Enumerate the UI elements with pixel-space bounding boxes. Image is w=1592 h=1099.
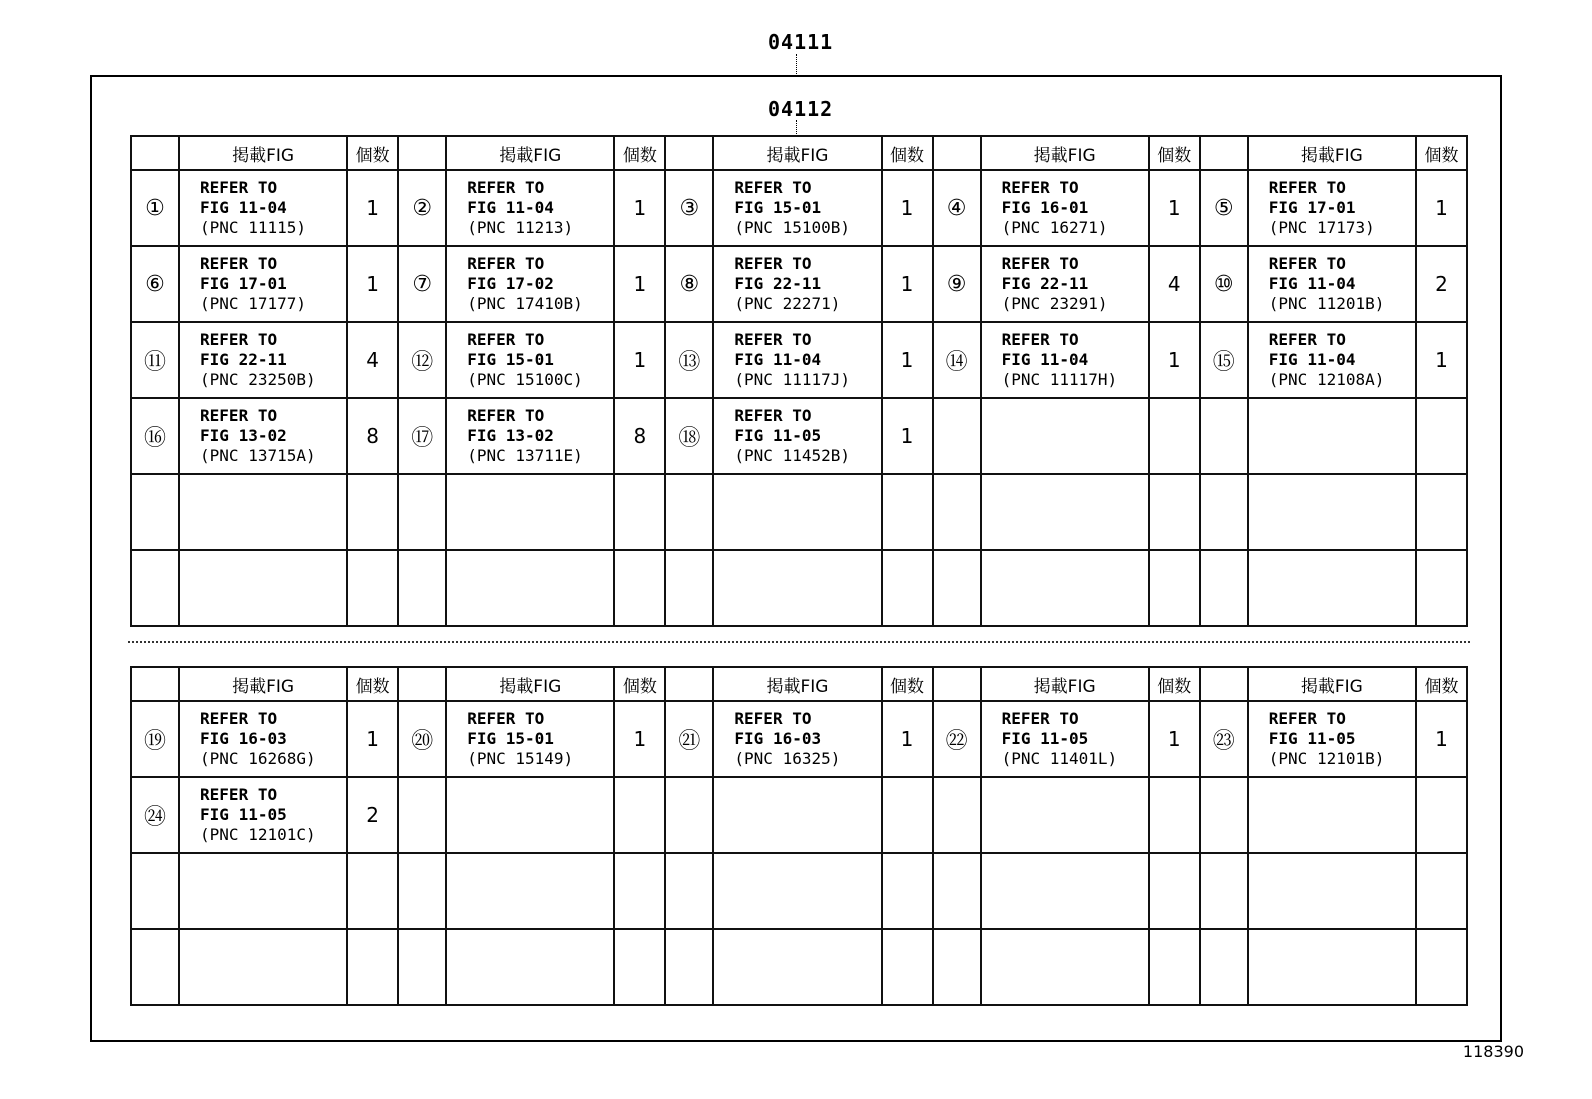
fig-reference bbox=[1248, 701, 1416, 777]
fig-number: FIG 11-05 bbox=[734, 426, 822, 445]
fig-reference bbox=[179, 246, 347, 322]
item-number: ⑮ bbox=[1200, 322, 1248, 398]
refer-to-text: REFER TO bbox=[467, 254, 545, 273]
quantity bbox=[347, 929, 398, 1005]
item-number: ⑱ bbox=[665, 398, 713, 474]
inner-label: 04112 bbox=[768, 97, 834, 121]
refer-to-text: REFER TO bbox=[467, 330, 545, 349]
fig-number: FIG 17-02 bbox=[467, 274, 554, 293]
fig-reference bbox=[981, 929, 1149, 1005]
fig-number: FIG 17-01 bbox=[200, 274, 287, 293]
item-number: ㉔ bbox=[131, 777, 179, 853]
quantity bbox=[882, 853, 933, 929]
table-row bbox=[131, 246, 1467, 322]
pnc-code: (PNC 16325) bbox=[734, 749, 841, 768]
pnc-code: (PNC 13715A) bbox=[200, 446, 316, 465]
item-number bbox=[933, 853, 981, 929]
quantity bbox=[614, 550, 665, 626]
item-number: ⑳ bbox=[398, 701, 446, 777]
fig-reference bbox=[713, 322, 881, 398]
quantity bbox=[1416, 550, 1467, 626]
pnc-code: (PNC 11401L) bbox=[1001, 749, 1118, 768]
quantity: 8 bbox=[347, 398, 398, 474]
item-number bbox=[1200, 474, 1248, 550]
item-number bbox=[1200, 398, 1248, 474]
fig-number: FIG 11-04 bbox=[200, 198, 287, 217]
fig-number: FIG 16-01 bbox=[1001, 198, 1089, 217]
refer-to-text: REFER TO bbox=[1001, 330, 1079, 349]
fig-reference bbox=[446, 322, 614, 398]
fig-reference bbox=[179, 853, 347, 929]
fig-reference bbox=[446, 701, 614, 777]
pnc-code: (PNC 12101B) bbox=[1268, 749, 1385, 768]
quantity: 1 bbox=[882, 170, 933, 246]
item-number bbox=[665, 777, 713, 853]
fig-number: FIG 11-04 bbox=[734, 350, 822, 369]
fig-number: FIG 11-04 bbox=[1268, 350, 1356, 369]
header-qty: 個数 bbox=[882, 136, 933, 170]
header-fig: 掲載FIG bbox=[446, 136, 614, 170]
item-number bbox=[933, 398, 981, 474]
illustration-code: 118390 bbox=[1462, 1042, 1524, 1061]
item-number: ㉒ bbox=[933, 701, 981, 777]
refer-to-text: REFER TO bbox=[734, 178, 812, 197]
refer-to-text: REFER TO bbox=[467, 178, 545, 197]
header-qty: 個数 bbox=[882, 667, 933, 701]
quantity: 1 bbox=[882, 246, 933, 322]
item-number: ⑪ bbox=[131, 322, 179, 398]
fig-number: FIG 22-11 bbox=[734, 274, 822, 293]
item-number bbox=[131, 853, 179, 929]
fig-number: FIG 11-05 bbox=[1001, 729, 1089, 748]
fig-reference bbox=[981, 398, 1149, 474]
table-row bbox=[131, 398, 1467, 474]
fig-reference bbox=[446, 929, 614, 1005]
item-number: ⑤ bbox=[1200, 170, 1248, 246]
quantity: 1 bbox=[1416, 322, 1467, 398]
quantity bbox=[347, 474, 398, 550]
item-number bbox=[933, 474, 981, 550]
table-row bbox=[131, 322, 1467, 398]
item-number: ② bbox=[398, 170, 446, 246]
quantity bbox=[882, 550, 933, 626]
fig-reference bbox=[446, 474, 614, 550]
quantity bbox=[1149, 550, 1200, 626]
fig-reference bbox=[1248, 322, 1416, 398]
header-fig: 掲載FIG bbox=[446, 667, 614, 701]
fig-reference bbox=[713, 170, 881, 246]
quantity bbox=[882, 929, 933, 1005]
header-qty: 個数 bbox=[1416, 667, 1467, 701]
quantity bbox=[347, 853, 398, 929]
item-number: ③ bbox=[665, 170, 713, 246]
header-qty: 個数 bbox=[614, 667, 665, 701]
item-number: ① bbox=[131, 170, 179, 246]
fig-reference bbox=[179, 322, 347, 398]
quantity: 2 bbox=[1416, 246, 1467, 322]
fig-reference bbox=[446, 398, 614, 474]
fig-reference bbox=[1248, 929, 1416, 1005]
header-number bbox=[131, 136, 179, 170]
header-qty: 個数 bbox=[614, 136, 665, 170]
fig-reference bbox=[713, 853, 881, 929]
refer-to-text: REFER TO bbox=[200, 406, 278, 425]
item-number bbox=[665, 853, 713, 929]
pnc-code: (PNC 15100C) bbox=[467, 370, 583, 389]
outer-leader-line bbox=[796, 54, 797, 76]
fig-reference bbox=[179, 550, 347, 626]
quantity: 1 bbox=[1149, 322, 1200, 398]
table-row bbox=[131, 170, 1467, 246]
header-number bbox=[1200, 136, 1248, 170]
item-number bbox=[933, 550, 981, 626]
quantity bbox=[882, 777, 933, 853]
fig-number: FIG 13-02 bbox=[467, 426, 554, 445]
quantity bbox=[614, 929, 665, 1005]
pnc-code: (PNC 11117J) bbox=[734, 370, 850, 389]
item-number bbox=[398, 777, 446, 853]
header-fig: 掲載FIG bbox=[981, 136, 1149, 170]
pnc-code: (PNC 23291) bbox=[1001, 294, 1108, 313]
fig-reference bbox=[1248, 398, 1416, 474]
fig-reference bbox=[981, 170, 1149, 246]
pnc-code: (PNC 17410B) bbox=[467, 294, 583, 313]
item-number: ⑰ bbox=[398, 398, 446, 474]
quantity: 1 bbox=[614, 322, 665, 398]
quantity: 1 bbox=[347, 701, 398, 777]
fig-reference bbox=[713, 701, 881, 777]
header-fig: 掲載FIG bbox=[179, 136, 347, 170]
table-header-row bbox=[131, 136, 1467, 170]
header-fig: 掲載FIG bbox=[179, 667, 347, 701]
fig-reference bbox=[713, 929, 881, 1005]
quantity bbox=[614, 474, 665, 550]
fig-reference bbox=[446, 777, 614, 853]
refer-to-text: REFER TO bbox=[1268, 254, 1346, 273]
item-number: ⑯ bbox=[131, 398, 179, 474]
refer-to-text: REFER TO bbox=[734, 254, 812, 273]
item-number bbox=[398, 474, 446, 550]
quantity: 1 bbox=[347, 170, 398, 246]
pnc-code: (PNC 11117H) bbox=[1001, 370, 1118, 389]
quantity bbox=[347, 550, 398, 626]
item-number: ⑦ bbox=[398, 246, 446, 322]
header-fig: 掲載FIG bbox=[1248, 667, 1416, 701]
fig-reference bbox=[713, 474, 881, 550]
fig-reference bbox=[1248, 550, 1416, 626]
pnc-code: (PNC 16268G) bbox=[200, 749, 316, 768]
refer-to-text: REFER TO bbox=[467, 406, 545, 425]
fig-reference bbox=[179, 170, 347, 246]
quantity bbox=[614, 853, 665, 929]
fig-reference bbox=[1248, 474, 1416, 550]
refer-to-text: REFER TO bbox=[200, 709, 278, 728]
table-row bbox=[131, 550, 1467, 626]
reference-table-1 bbox=[130, 135, 1468, 627]
quantity: 1 bbox=[882, 701, 933, 777]
fig-number: FIG 17-01 bbox=[1268, 198, 1356, 217]
item-number bbox=[665, 474, 713, 550]
quantity: 1 bbox=[347, 246, 398, 322]
header-number bbox=[665, 136, 713, 170]
item-number bbox=[933, 929, 981, 1005]
item-number bbox=[665, 550, 713, 626]
item-number bbox=[398, 550, 446, 626]
refer-to-text: REFER TO bbox=[1268, 330, 1346, 349]
fig-reference bbox=[713, 550, 881, 626]
refer-to-text: REFER TO bbox=[467, 709, 545, 728]
quantity bbox=[882, 474, 933, 550]
table-row bbox=[131, 853, 1467, 929]
header-fig: 掲載FIG bbox=[981, 667, 1149, 701]
pnc-code: (PNC 17173) bbox=[1268, 218, 1375, 237]
fig-number: FIG 16-03 bbox=[734, 729, 822, 748]
fig-reference bbox=[179, 701, 347, 777]
fig-number: FIG 11-05 bbox=[1268, 729, 1356, 748]
quantity: 1 bbox=[1149, 701, 1200, 777]
inner-leader-line bbox=[796, 120, 797, 136]
quantity: 1 bbox=[1416, 701, 1467, 777]
refer-to-text: REFER TO bbox=[1001, 178, 1079, 197]
table-row bbox=[131, 701, 1467, 777]
header-qty: 個数 bbox=[347, 136, 398, 170]
item-number bbox=[665, 929, 713, 1005]
quantity: 2 bbox=[347, 777, 398, 853]
table-header-row bbox=[131, 667, 1467, 701]
refer-to-text: REFER TO bbox=[734, 406, 812, 425]
quantity bbox=[1416, 929, 1467, 1005]
item-number: ⑬ bbox=[665, 322, 713, 398]
item-number bbox=[933, 777, 981, 853]
fig-reference bbox=[179, 474, 347, 550]
fig-reference bbox=[1248, 853, 1416, 929]
item-number: ⑨ bbox=[933, 246, 981, 322]
section-divider bbox=[128, 641, 1470, 643]
item-number bbox=[1200, 550, 1248, 626]
refer-to-text: REFER TO bbox=[734, 709, 812, 728]
item-number bbox=[1200, 853, 1248, 929]
quantity bbox=[1416, 398, 1467, 474]
fig-reference bbox=[713, 777, 881, 853]
item-number: ㉑ bbox=[665, 701, 713, 777]
fig-reference bbox=[981, 777, 1149, 853]
pnc-code: (PNC 16271) bbox=[1001, 218, 1108, 237]
fig-number: FIG 15-01 bbox=[734, 198, 822, 217]
quantity bbox=[1149, 777, 1200, 853]
quantity: 4 bbox=[347, 322, 398, 398]
fig-number: FIG 11-04 bbox=[1268, 274, 1356, 293]
reference-table-2 bbox=[130, 666, 1468, 1006]
item-number: ⑥ bbox=[131, 246, 179, 322]
fig-reference bbox=[1248, 246, 1416, 322]
header-number bbox=[398, 136, 446, 170]
item-number: ⑧ bbox=[665, 246, 713, 322]
item-number bbox=[398, 929, 446, 1005]
item-number: ④ bbox=[933, 170, 981, 246]
quantity bbox=[1416, 853, 1467, 929]
fig-reference bbox=[446, 170, 614, 246]
refer-to-text: REFER TO bbox=[1268, 709, 1346, 728]
header-number bbox=[933, 667, 981, 701]
fig-number: FIG 11-04 bbox=[467, 198, 554, 217]
fig-reference bbox=[446, 246, 614, 322]
item-number bbox=[1200, 777, 1248, 853]
header-qty: 個数 bbox=[1416, 136, 1467, 170]
pnc-code: (PNC 13711E) bbox=[467, 446, 583, 465]
header-qty: 個数 bbox=[1149, 667, 1200, 701]
item-number bbox=[398, 853, 446, 929]
pnc-code: (PNC 11115) bbox=[200, 218, 306, 237]
refer-to-text: REFER TO bbox=[1001, 254, 1079, 273]
refer-to-text: REFER TO bbox=[1268, 178, 1346, 197]
fig-reference bbox=[179, 929, 347, 1005]
refer-to-text: REFER TO bbox=[200, 178, 278, 197]
quantity: 1 bbox=[614, 701, 665, 777]
quantity bbox=[1149, 929, 1200, 1005]
pnc-code: (PNC 15100B) bbox=[734, 218, 850, 237]
quantity: 4 bbox=[1149, 246, 1200, 322]
table-row bbox=[131, 474, 1467, 550]
fig-number: FIG 13-02 bbox=[200, 426, 287, 445]
quantity: 1 bbox=[1149, 170, 1200, 246]
refer-to-text: REFER TO bbox=[734, 330, 812, 349]
fig-number: FIG 15-01 bbox=[467, 729, 554, 748]
quantity bbox=[614, 777, 665, 853]
item-number: ⑫ bbox=[398, 322, 446, 398]
header-qty: 個数 bbox=[347, 667, 398, 701]
fig-reference bbox=[981, 701, 1149, 777]
item-number bbox=[1200, 929, 1248, 1005]
fig-reference bbox=[981, 322, 1149, 398]
fig-reference bbox=[1248, 170, 1416, 246]
header-number bbox=[398, 667, 446, 701]
fig-number: FIG 11-05 bbox=[200, 805, 287, 824]
item-number bbox=[131, 550, 179, 626]
fig-number: FIG 16-03 bbox=[200, 729, 287, 748]
fig-reference bbox=[981, 474, 1149, 550]
item-number bbox=[131, 929, 179, 1005]
quantity bbox=[1149, 474, 1200, 550]
quantity: 1 bbox=[1416, 170, 1467, 246]
table-row bbox=[131, 777, 1467, 853]
pnc-code: (PNC 11213) bbox=[467, 218, 574, 237]
fig-reference bbox=[1248, 777, 1416, 853]
item-number: ⑩ bbox=[1200, 246, 1248, 322]
pnc-code: (PNC 15149) bbox=[467, 749, 574, 768]
fig-number: FIG 15-01 bbox=[467, 350, 554, 369]
refer-to-text: REFER TO bbox=[200, 785, 278, 804]
quantity bbox=[1149, 398, 1200, 474]
fig-reference bbox=[981, 853, 1149, 929]
header-number bbox=[1200, 667, 1248, 701]
fig-reference bbox=[713, 398, 881, 474]
header-number bbox=[933, 136, 981, 170]
quantity: 1 bbox=[614, 246, 665, 322]
refer-to-text: REFER TO bbox=[1001, 709, 1079, 728]
outer-label: 04111 bbox=[768, 30, 834, 54]
header-number bbox=[665, 667, 713, 701]
pnc-code: (PNC 22271) bbox=[734, 294, 841, 313]
quantity bbox=[1416, 777, 1467, 853]
fig-reference bbox=[446, 853, 614, 929]
pnc-code: (PNC 23250B) bbox=[200, 370, 316, 389]
fig-reference bbox=[981, 550, 1149, 626]
header-fig: 掲載FIG bbox=[713, 667, 881, 701]
pnc-code: (PNC 11452B) bbox=[734, 446, 850, 465]
fig-number: FIG 22-11 bbox=[200, 350, 287, 369]
pnc-code: (PNC 12101C) bbox=[200, 825, 316, 844]
pnc-code: (PNC 17177) bbox=[200, 294, 306, 313]
fig-reference bbox=[446, 550, 614, 626]
header-number bbox=[131, 667, 179, 701]
fig-reference bbox=[713, 246, 881, 322]
header-fig: 掲載FIG bbox=[713, 136, 881, 170]
refer-to-text: REFER TO bbox=[200, 330, 278, 349]
header-fig: 掲載FIG bbox=[1248, 136, 1416, 170]
fig-reference bbox=[981, 246, 1149, 322]
header-qty: 個数 bbox=[1149, 136, 1200, 170]
quantity: 8 bbox=[614, 398, 665, 474]
item-number: ⑲ bbox=[131, 701, 179, 777]
fig-number: FIG 22-11 bbox=[1001, 274, 1089, 293]
quantity: 1 bbox=[614, 170, 665, 246]
refer-to-text: REFER TO bbox=[200, 254, 278, 273]
pnc-code: (PNC 11201B) bbox=[1268, 294, 1385, 313]
table-row bbox=[131, 929, 1467, 1005]
quantity bbox=[1149, 853, 1200, 929]
fig-reference bbox=[179, 777, 347, 853]
fig-number: FIG 11-04 bbox=[1001, 350, 1089, 369]
quantity bbox=[1416, 474, 1467, 550]
fig-reference bbox=[179, 398, 347, 474]
item-number bbox=[131, 474, 179, 550]
quantity: 1 bbox=[882, 322, 933, 398]
pnc-code: (PNC 12108A) bbox=[1268, 370, 1385, 389]
item-number: ㉓ bbox=[1200, 701, 1248, 777]
item-number: ⑭ bbox=[933, 322, 981, 398]
quantity: 1 bbox=[882, 398, 933, 474]
